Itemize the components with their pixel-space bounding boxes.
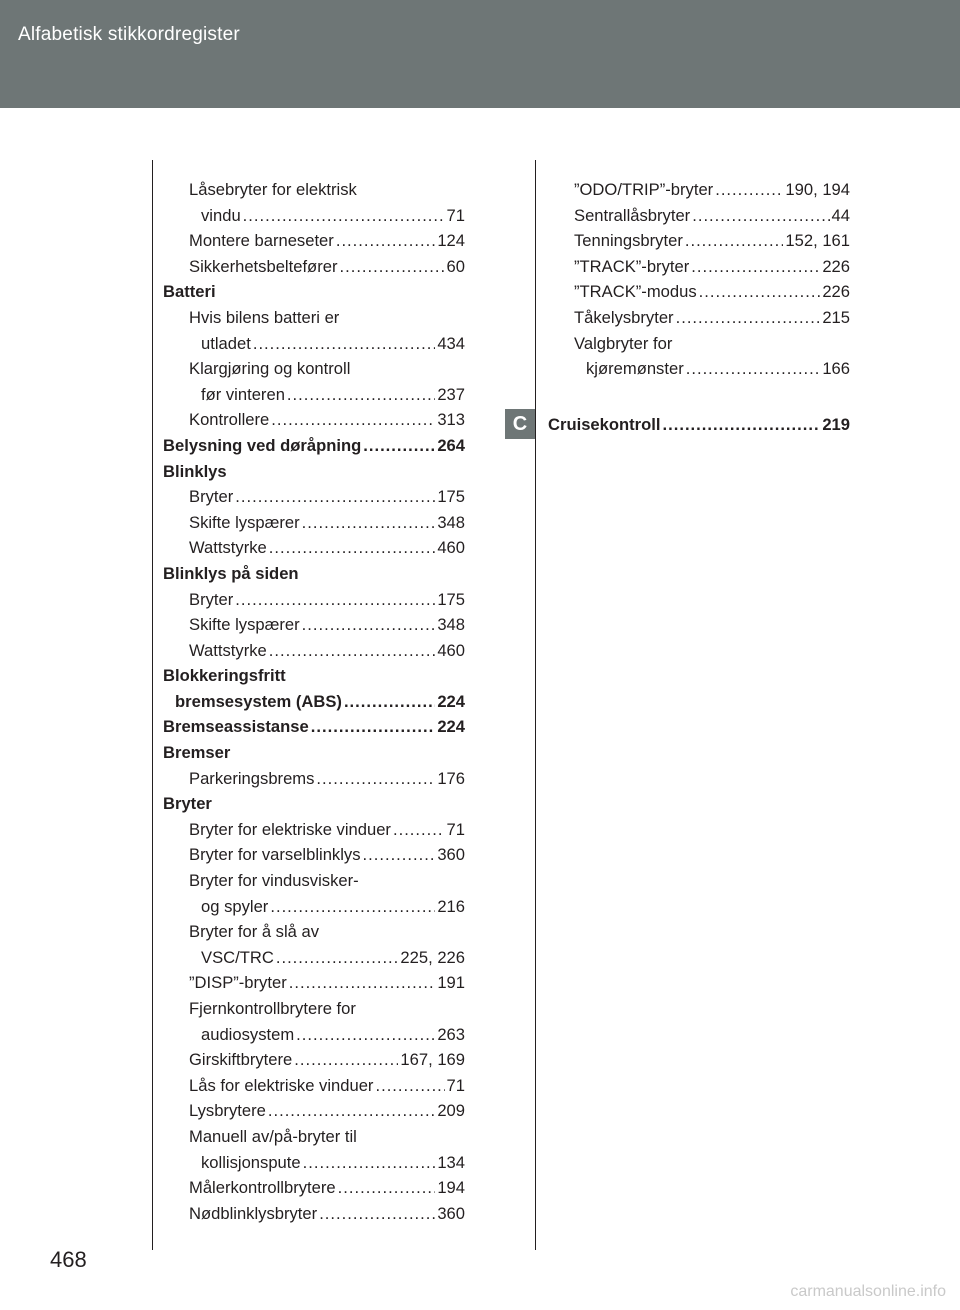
index-entry [163,510,465,536]
dot-leader [294,1047,398,1073]
watermark: carmanualsonline.info [790,1283,946,1300]
dot-leader [316,766,435,792]
index-entry [163,842,465,868]
entry-page-ref: 152, 161 [785,231,850,251]
dot-leader [276,945,399,971]
entry-label: kjøremønster [586,359,684,379]
entry-label: Lås for elektriske vinduer [189,1075,374,1095]
index-entry [163,331,465,357]
index-entry [548,177,850,203]
entry-page-ref: 219 [822,414,850,434]
index-entry [548,203,850,229]
index-entry [163,714,465,740]
index-entry [163,817,465,843]
dot-leader [296,1022,435,1048]
entry-label: før vinteren [201,384,285,404]
index-subheading: Bryter for vindusvisker- [189,871,359,891]
header-bar [0,0,960,108]
entry-label: Bryter [189,589,234,609]
entry-label: VSC/TRC [201,947,274,967]
entry-page-ref: 360 [437,845,465,865]
entry-page-ref: 348 [437,615,465,635]
index-entry [163,766,465,792]
entry-page-ref: 166 [822,359,850,379]
entry-label: Kontrollere [189,410,270,430]
entry-label: bremsesystem (ABS) [175,691,342,711]
dot-leader [302,612,436,638]
dot-leader [269,535,436,561]
index-entry [163,1201,465,1227]
entry-page-ref: 224 [437,717,465,737]
entry-page-ref: 216 [437,896,465,916]
index-entry [163,203,465,229]
index-heading: Blinklys på siden [163,563,299,583]
entry-label: ”ODO/TRIP”-bryter [574,180,714,199]
dot-leader [663,412,821,438]
dot-leader [685,228,784,254]
dot-leader [715,177,783,203]
index-heading: Blinklys [163,461,227,481]
index-subheading: Bryter for å slå av [189,922,320,942]
entry-page-ref: 44 [831,205,850,225]
dot-leader [692,203,829,229]
index-entry [163,254,465,280]
entry-page-ref: 60 [446,256,465,276]
entry-label: ”DISP”-bryter [189,973,287,993]
entry-label: utladet [201,333,251,353]
column-rule-middle [535,160,536,1250]
entry-page-ref: 225, 226 [400,947,465,967]
index-column-2 [548,177,850,437]
entry-page-ref: 209 [437,1101,465,1121]
dot-leader [363,433,435,459]
dot-leader [303,1150,436,1176]
page-title: Alfabetisk stikkordregister [18,24,240,45]
entry-page-ref: 237 [437,384,465,404]
index-heading: Bremser [163,743,231,763]
entry-page-ref: 175 [437,589,465,609]
dot-leader [289,970,436,996]
entry-page-ref: 215 [822,307,850,327]
dot-leader [268,1098,435,1124]
dot-leader [339,254,444,280]
entry-label: Parkeringsbrems [189,768,315,788]
index-entry [548,356,850,382]
index-subheading: Klargjøring og kontroll [189,359,351,379]
entry-label: Wattstyrke [189,538,267,558]
entry-page-ref: 175 [437,487,465,507]
entry-label: Lysbrytere [189,1101,266,1121]
entry-label: Skifte lyspærer [189,615,300,635]
dot-leader [270,894,435,920]
index-entry [163,587,465,613]
entry-label: Tåkelysbryter [574,307,674,327]
dot-leader [253,331,435,357]
entry-page-ref: 313 [437,410,465,430]
entry-page-ref: 71 [446,819,465,839]
index-subheading: Fjernkontrollbrytere for [189,999,356,1018]
entry-label: Bryter for varselblinklys [189,845,361,865]
entry-label: Målerkontrollbrytere [189,1178,336,1198]
entry-label: Wattstyrke [189,640,267,660]
dot-leader [676,305,821,331]
index-entry [163,407,465,433]
dot-leader [235,484,435,510]
entry-page-ref: 348 [437,512,465,532]
dot-leader [243,203,445,229]
dot-leader [375,1073,444,1099]
dot-leader [338,1175,436,1201]
entry-label: kollisjonspute [201,1152,301,1172]
dot-leader [336,228,435,254]
letter-tab-c: C [505,409,535,439]
entry-label: Sentrallåsbryter [574,205,691,225]
index-entry [163,612,465,638]
index-entry [163,945,465,971]
dot-leader [363,842,436,868]
entry-page-ref: 434 [437,333,465,353]
index-entry [548,228,850,254]
index-entry [163,894,465,920]
index-entry [163,1098,465,1124]
index-entry [163,535,465,561]
entry-label: ”TRACK”-bryter [574,256,690,276]
index-entry [163,1022,465,1048]
dot-leader [393,817,445,843]
index-entry [163,1150,465,1176]
dot-leader [311,714,436,740]
index-entry [163,689,465,715]
section-gap [548,382,850,412]
index-column-1 [163,177,465,1226]
entry-page-ref: 134 [437,1152,465,1172]
index-entry [163,382,465,408]
entry-label: Montere barneseter [189,231,334,251]
dot-leader [269,638,436,664]
entry-label: Bremseassistanse [163,717,309,737]
index-entry [163,1175,465,1201]
dot-leader [287,382,435,408]
entry-label: vindu [201,205,241,225]
entry-page-ref: 460 [437,538,465,558]
entry-page-ref: 263 [437,1024,465,1044]
entry-page-ref: 194 [437,1178,465,1198]
dot-leader [319,1201,435,1227]
index-subheading: Låsebryter for elektrisk [189,180,357,199]
entry-label: Tenningsbryter [574,231,683,251]
index-entry [163,1047,465,1073]
column-rule-left [152,160,153,1250]
entry-page-ref: 226 [822,282,850,302]
index-entry [548,305,850,331]
dot-leader [235,587,435,613]
dot-leader [686,356,821,382]
entry-page-ref: 224 [437,691,465,711]
entry-label: Girskiftbrytere [189,1050,293,1070]
dot-leader [344,689,435,715]
index-subheading: Manuell av/på-bryter til [189,1126,357,1146]
entry-page-ref: 460 [437,640,465,660]
index-heading: Blokkeringsfritt [163,666,286,686]
entry-page-ref: 191 [437,973,465,993]
entry-label: Bryter [189,487,234,507]
dot-leader [302,510,436,536]
entry-page-ref: 226 [822,256,850,276]
entry-label: Sikkerhetsbeltefører [189,256,338,276]
entry-page-ref: 71 [446,1075,465,1095]
index-entry [163,484,465,510]
entry-label: Nødblinklysbryter [189,1203,318,1223]
index-entry [163,970,465,996]
entry-label: Skifte lyspærer [189,512,300,532]
entry-page-ref: 190, 194 [785,180,850,199]
dot-leader [699,279,821,305]
dot-leader [271,407,435,433]
page-number: 468 [50,1247,87,1272]
entry-page-ref: 167, 169 [400,1050,465,1070]
entry-page-ref: 360 [437,1203,465,1223]
index-entry [548,279,850,305]
index-entry [163,228,465,254]
index-entry [163,1073,465,1099]
entry-page-ref: 124 [437,231,465,251]
entry-label: Cruisekontroll [548,414,661,434]
index-heading: Bryter [163,794,212,814]
entry-label: ”TRACK”-modus [574,282,697,302]
entry-page-ref: 264 [437,435,465,455]
dot-leader [691,254,820,280]
index-entry [163,433,465,459]
index-heading: Batteri [163,282,216,302]
entry-page-ref: 71 [446,205,465,225]
entry-label: Belysning ved døråpning [163,435,362,455]
index-entry [163,638,465,664]
entry-label: og spyler [201,896,269,916]
index-subheading: Valgbryter for [574,333,673,353]
index-entry [548,412,850,438]
entry-label: audiosystem [201,1024,295,1044]
index-subheading: Hvis bilens batteri er [189,307,340,327]
entry-page-ref: 176 [437,768,465,788]
entry-label: Bryter for elektriske vinduer [189,819,391,839]
index-entry [548,254,850,280]
